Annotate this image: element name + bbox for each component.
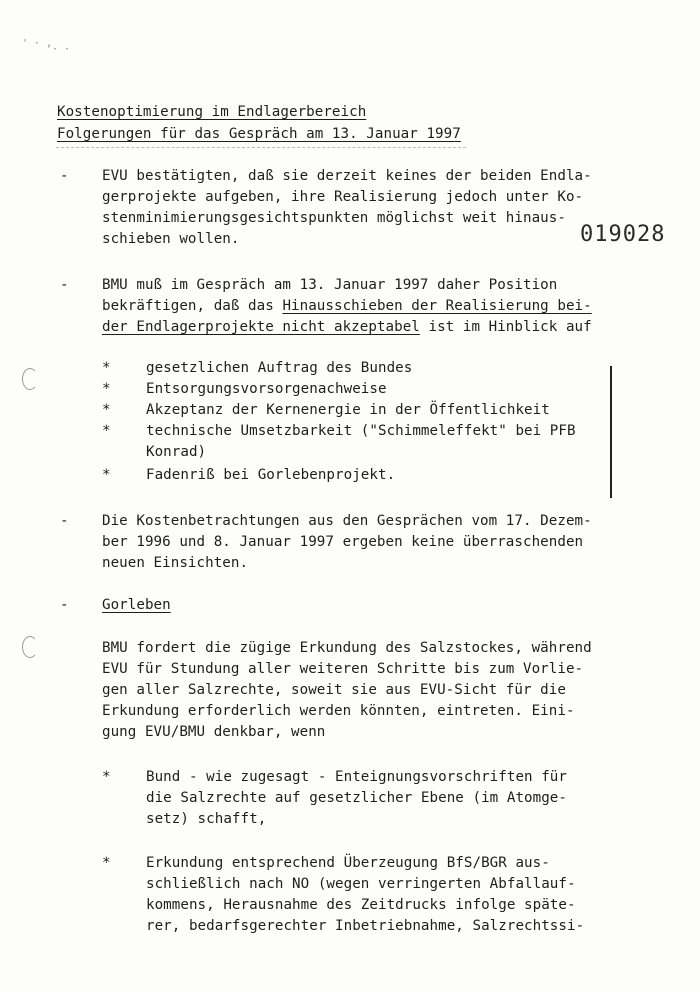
bullet-item-continuation: Konrad) bbox=[146, 444, 207, 460]
divider bbox=[56, 147, 466, 148]
bullet-item: Entsorgungsvorsorgenachweise bbox=[146, 381, 387, 397]
para2-underlined-text: Hinausschieben der Realisierung bei- bbox=[282, 298, 592, 314]
para4-line-4: Erkundung erforderlich werden könnten, eintreten. Eini- bbox=[102, 703, 575, 719]
bullet-item: Fadenriß bei Gorlebenprojekt. bbox=[146, 467, 396, 483]
bullet-erkundung-line-3: kommens, Herausnahme des Zeitdrucks infolge späte- bbox=[146, 897, 576, 913]
scan-speck: ' · , bbox=[22, 38, 53, 49]
punch-hole bbox=[22, 368, 38, 390]
scan-speck: · · bbox=[52, 44, 71, 55]
punch-hole bbox=[22, 636, 38, 658]
para3-line-1: Die Kostenbetrachtungen aus den Gesprächen vom 17. Dezem- bbox=[102, 513, 592, 529]
para2-line-2 bbox=[102, 296, 592, 317]
para2-underlined-text: der Endlagerprojekte nicht akzeptabel bbox=[102, 319, 420, 335]
para1-line-3: stenminimierungsgesichtspunkten möglichst weit hinaus- bbox=[102, 210, 566, 226]
dash-marker: - bbox=[60, 597, 69, 613]
para4-line-5: gung EVU/BMU denkbar, wenn bbox=[102, 724, 326, 740]
bullet-erkundung-line-2: schließlich nach NO (wegen verringerten Abfallauf- bbox=[146, 876, 576, 892]
bullet-star: * bbox=[102, 360, 111, 376]
para3-line-2: ber 1996 und 8. Januar 1997 ergeben keine überraschenden bbox=[102, 534, 584, 550]
para4-line-1: BMU fordert die zügige Erkundung des Salzstockes, während bbox=[102, 640, 592, 656]
para1-line-4: schieben wollen. bbox=[102, 231, 240, 247]
para2-line-1: BMU muß im Gespräch am 13. Januar 1997 daher Position bbox=[102, 277, 558, 293]
bullet-erkundung-line-4: rer, bedarfsgerechter Inbetriebnahme, Salzrechtssi- bbox=[146, 918, 585, 934]
document-number: 019028 bbox=[580, 222, 666, 247]
para4-line-2: EVU für Stundung aller weiteren Schritte bis zum Vorlie- bbox=[102, 661, 584, 677]
para3-line-3: neuen Einsichten. bbox=[102, 555, 249, 571]
section-heading-gorleben: Gorleben bbox=[102, 597, 171, 613]
heading-line-2: Folgerungen für das Gespräch am 13. Januar 1997 bbox=[57, 126, 461, 142]
para1-line-2: gerprojekte aufgeben, ihre Realisierung jedoch unter Ko- bbox=[102, 189, 584, 205]
bullet-star: * bbox=[102, 381, 111, 397]
bullet-item: gesetzlichen Auftrag des Bundes bbox=[146, 360, 413, 376]
heading-line-1: Kostenoptimierung im Endlagerbereich bbox=[57, 104, 367, 120]
bullet-star: * bbox=[102, 402, 111, 418]
dash-marker: - bbox=[60, 513, 69, 529]
bullet-star: * bbox=[102, 855, 111, 871]
para4-line-3: gen aller Salzrechte, soweit sie aus EVU-Sicht für die bbox=[102, 682, 566, 698]
bullet-star: * bbox=[102, 769, 111, 785]
dash-marker: - bbox=[60, 277, 69, 293]
para2-line-3-text: ist im Hinblick auf bbox=[419, 319, 592, 335]
dash-marker: - bbox=[60, 168, 69, 184]
bullet-star: * bbox=[102, 423, 111, 439]
bullet-bund-line-1: Bund - wie zugesagt - Enteignungsvorschriften für bbox=[146, 769, 567, 785]
para1-line-1: EVU bestätigten, daß sie derzeit keines der beiden Endla- bbox=[102, 168, 592, 184]
para2-line-3 bbox=[102, 317, 592, 338]
bullet-bund-line-2: die Salzrechte auf gesetzlicher Ebene (im Atomge- bbox=[146, 790, 567, 806]
bullet-erkundung-line-1: Erkundung entsprechend Überzeugung BfS/BGR aus- bbox=[146, 855, 550, 871]
para2-line-2-text: bekräftigen, daß das bbox=[102, 298, 283, 314]
margin-mark bbox=[610, 366, 612, 498]
bullet-star: * bbox=[102, 467, 111, 483]
bullet-item: technische Umsetzbarkeit ("Schimmeleffekt" bei PFB bbox=[146, 423, 576, 439]
bullet-item: Akzeptanz der Kernenergie in der Öffentlichkeit bbox=[146, 402, 550, 418]
bullet-bund-line-3: setz) schafft, bbox=[146, 811, 267, 827]
